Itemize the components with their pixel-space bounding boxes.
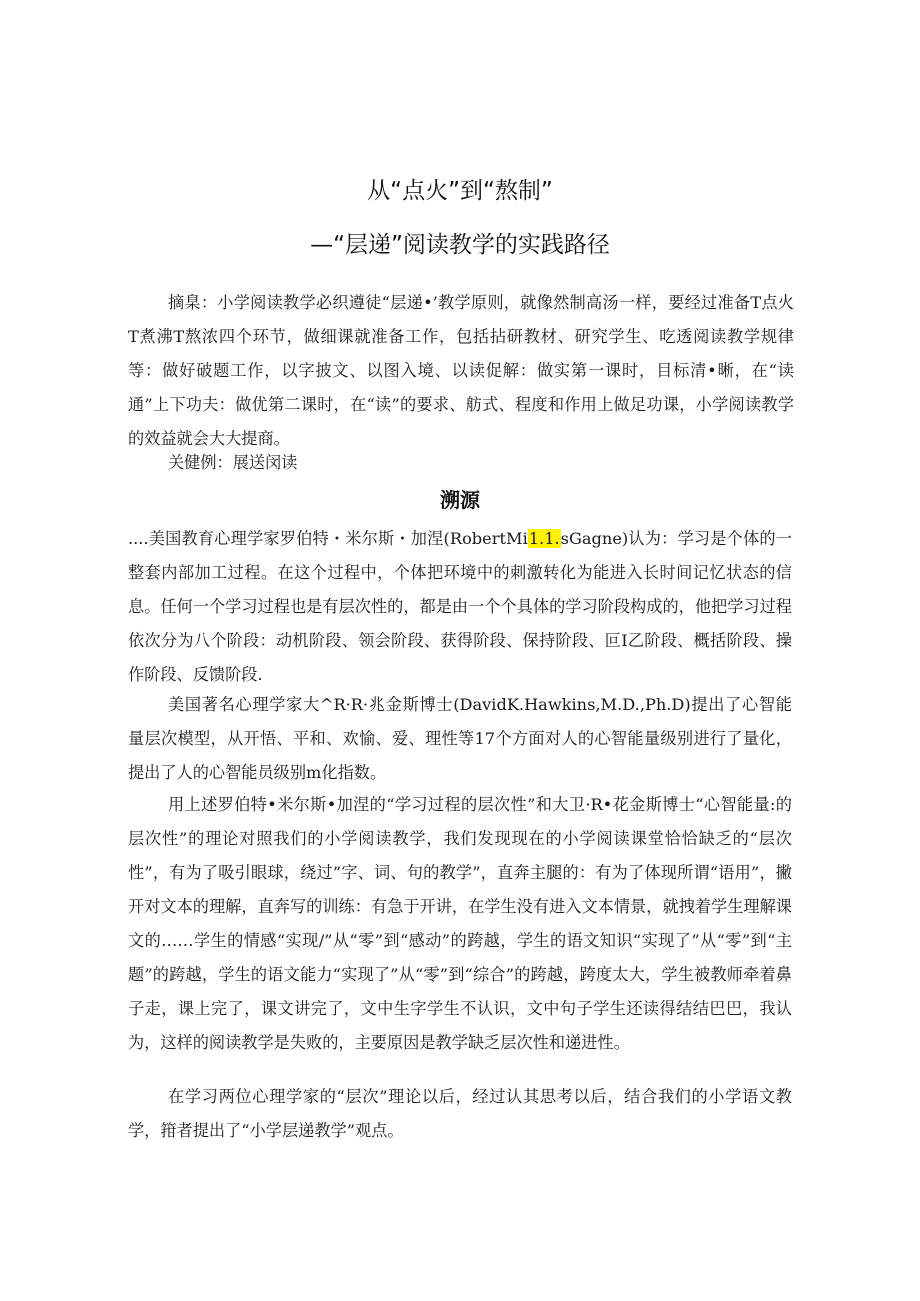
section-heading: 溯源 xyxy=(440,488,480,512)
body-paragraph: 在学习两位心理学家的“层次”理论以后，经过认其思考以后，结合我们的小学语文教学，箝者提出了“小学层递教学”观点。 xyxy=(128,1087,792,1140)
body-paragraph: 美国著名心理学家大^R·R·兆金斯博士(DavidK.Hawkins,M.D.,Ph.D)提出了心智能量层次模型，从开悟、平和、欢愉、爱、理性等17个方面对人的心智能量级别进行了量化，提出了人的心智能员级别m化指数。 xyxy=(128,695,792,782)
document-title: 从“点火”到“熬制” xyxy=(367,178,553,204)
body-paragraph: 用上述罗伯特•米尔斯•加涅的“学习过程的层次性”和大卫·R•花金斯博士“心智能量:的层次性”的理论对照我们的小学阅读教学，我们发现现在的小学阅读课堂恰恰缺乏的“层次性”，有为了吸引眼球，绕过”字、词、句的教学”，直奔主腿的：有为了体现所谓“语用”，撇开对文本的理解，直奔写的训练：有急于开讲，在学生没有进入文本情景，就拽着学生理解课文的……学生的情感“实现/”从“零”到“感动”的跨越，学生的语文知识“实现了”从“零”到“主题”的跨越，学生的语文能力“实现了”从“零”到“综合”的跨越，跨度太大，学生被教师牵着鼻子走，课上完了，课文讲完了，文中生字学生不认识，文中句子学生还读得结结巴巴，我认为，这样的阅读教学是失败的，主要原因是教学缺乏层次性和递进性。 xyxy=(128,795,792,1052)
highlighted-text: 1.1. xyxy=(528,529,560,548)
body-paragraph xyxy=(128,522,792,692)
paragraph-text: sGagne)认为：学习是个体的一整套内部加工过程。在这个过程中，个体把环境中的刺激转化为能进入长时间记忆状态的信息。任何一个学习过程也是有层次性的，都是由一个个具体的学习阶段构成的，他把学习过程依次分为八个阶段：动机阶段、领会阶段、获得阶段、保持阶段、叵I乙阶段、概括阶段、操作阶段、反馈阶段. xyxy=(128,529,792,684)
document-subtitle: —“层递”阅读教学的实践路径 xyxy=(310,232,610,258)
keywords-line: 关健例：展送闵读 xyxy=(168,453,298,472)
abstract-paragraph: 摘臬：小学阅读教学必织遵徒“层递•’教学原则，就像然制高汤一样，要经过准备T点火T煮沸T熬浓四个环节，做细课就准备工作，包括拈研教材、研究学生、吃透阅读教学规律等：做好破题工作，以字披文、以图入境、以读促解：做实第一课时，目标清•晰，在“读通”上下功夫：做优第二课时，在“读”的要求、舫式、程度和作用上做足功课，小学阅读教学的效益就会大大提商。 xyxy=(128,293,794,448)
paragraph-text: ....美国教育心理学家罗伯特・米尔斯・加涅(RobertMi xyxy=(128,529,528,548)
